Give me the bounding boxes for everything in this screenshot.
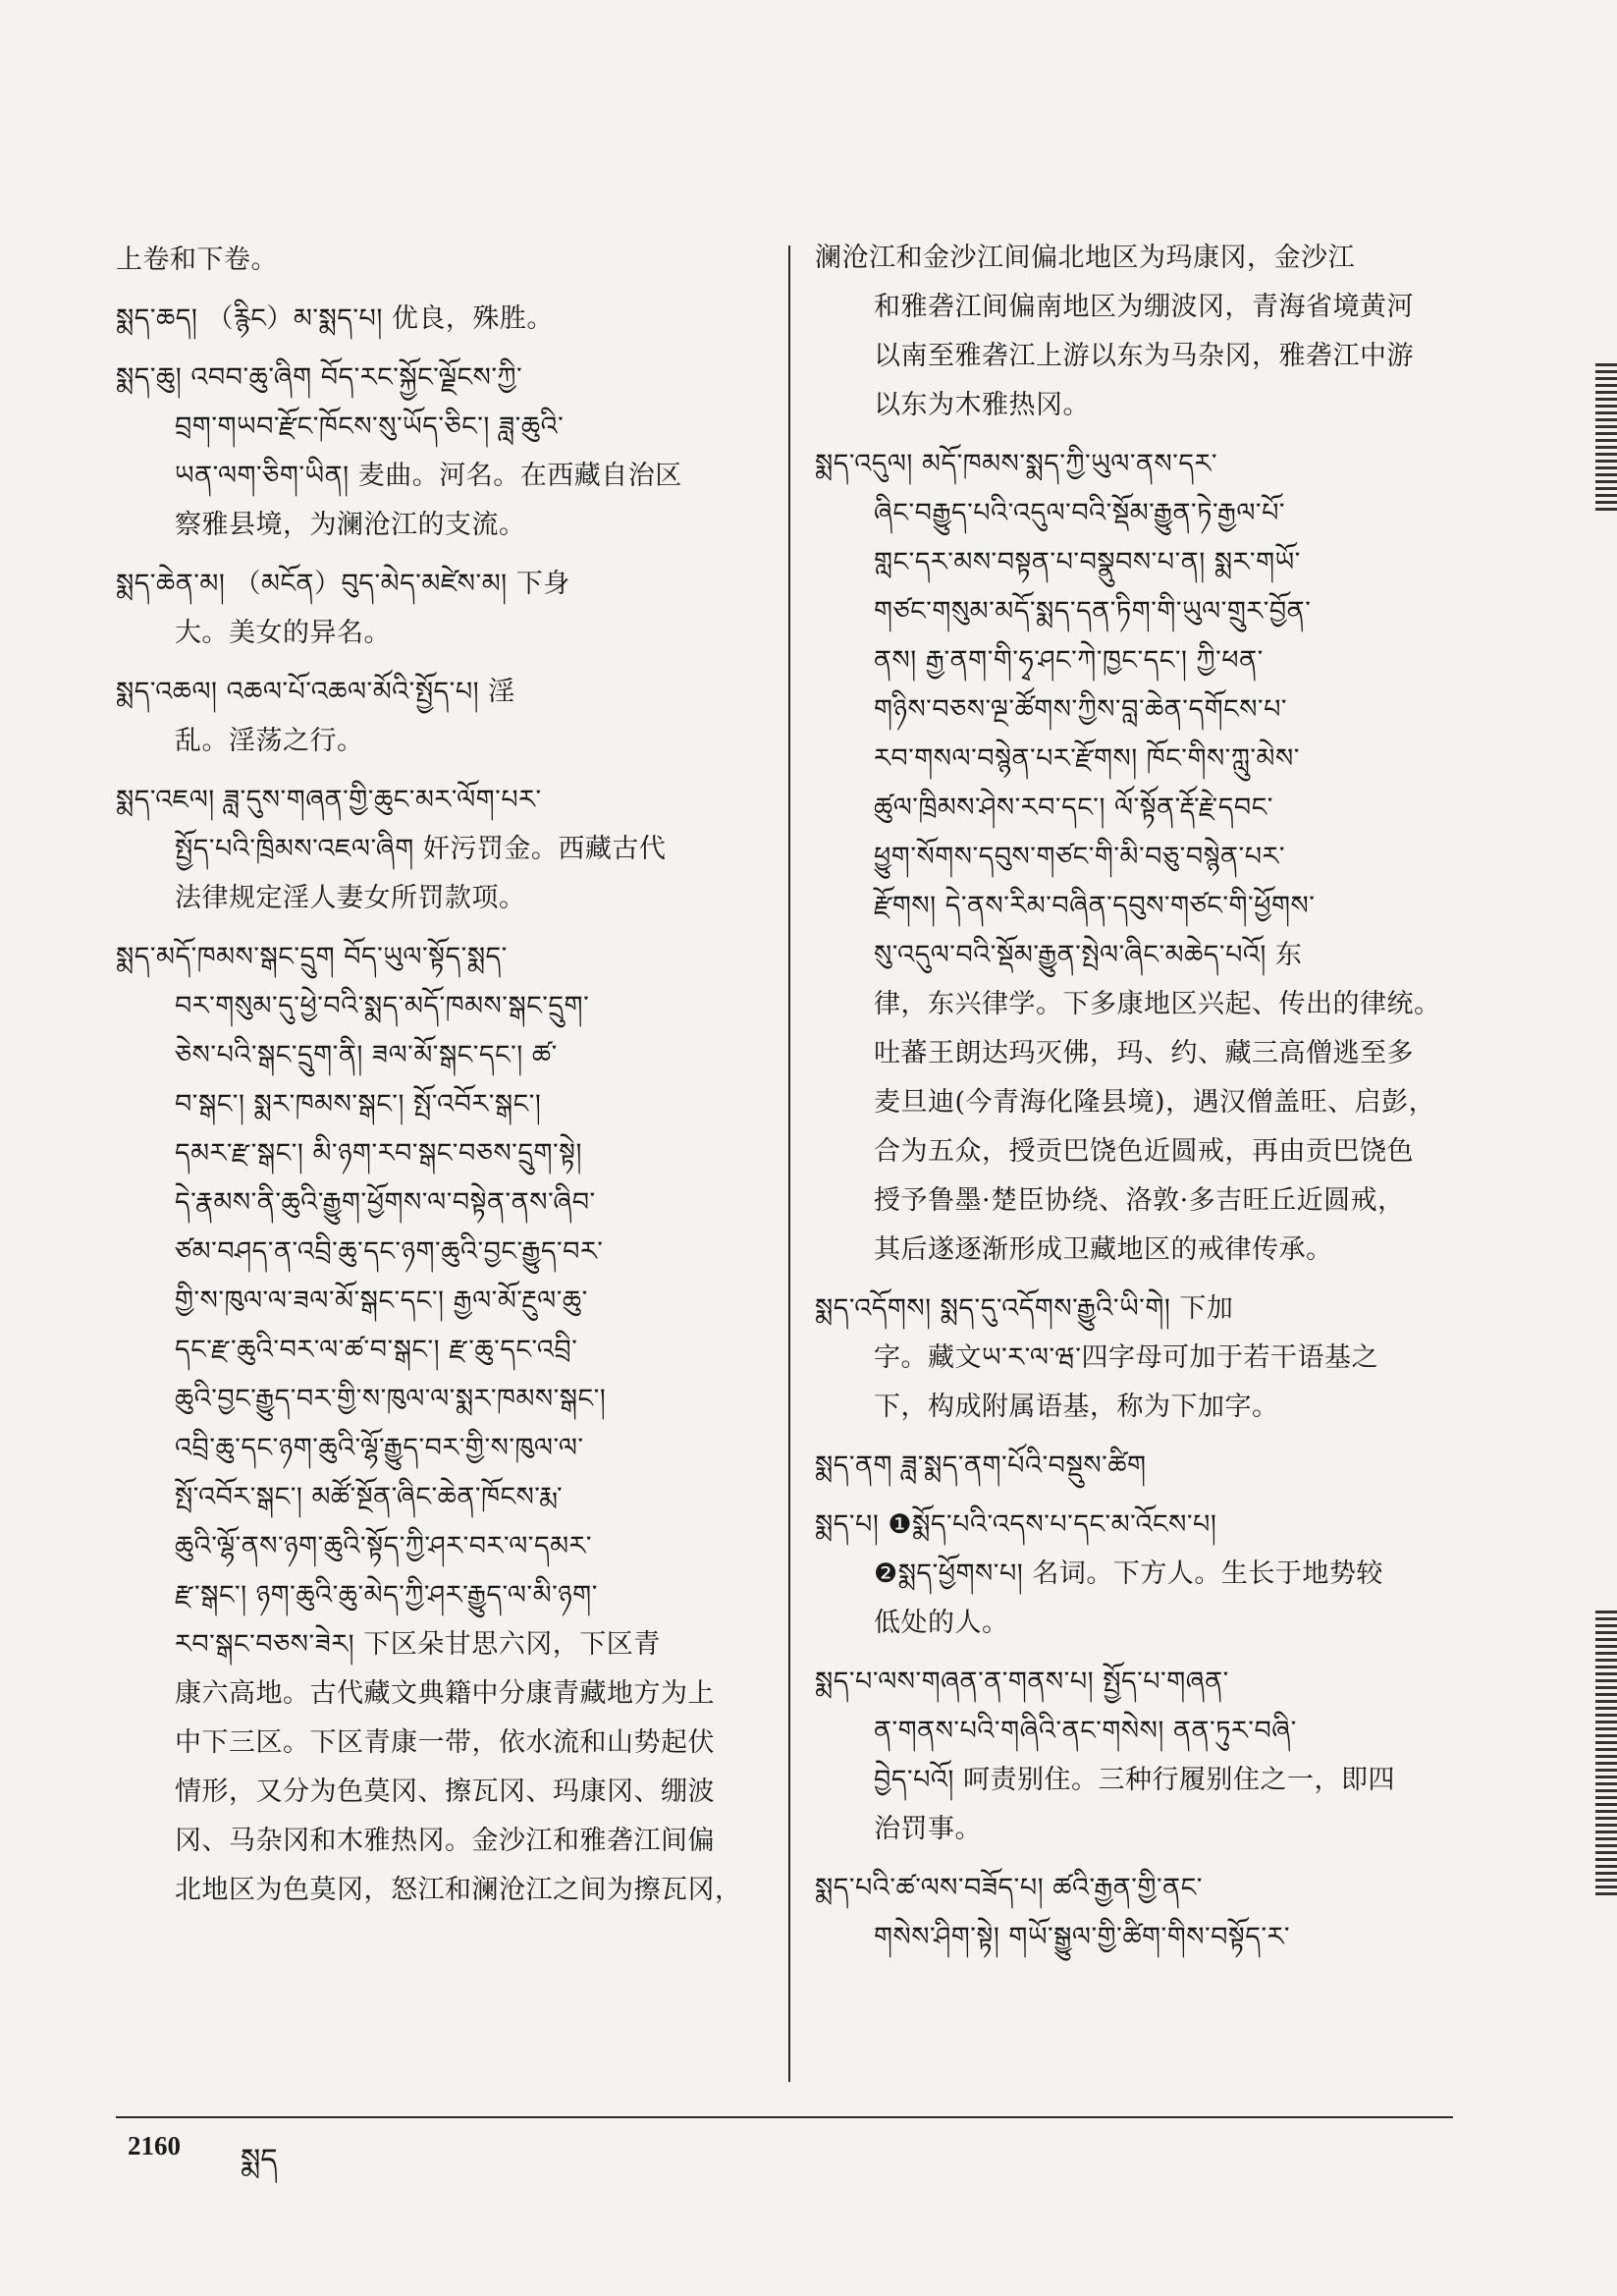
- entry-line: དེ་རྣམས་ནི་ཆུའི་རྒྱུག་ཕྱོགས་ལ་བསྟེན་ནས་ཞིབ་: [175, 1187, 596, 1218]
- entry-first-line: སྨད་ཆེན་མ། （མངོན）བུད་མེད་མཛེས་མ། 下身: [116, 569, 570, 599]
- entry-line: དམར་རྫ་སྒང་། མི་ཉག་རབ་སྒང་བཅས་དྲུག་སྟེ།: [175, 1138, 583, 1169]
- entry-line: འབྲི་ཆུ་དང་ཉག་ཆུའི་ལྷོ་རྒྱུད་བར་གྱི་ས་ཁུལ་ལ་: [175, 1433, 584, 1463]
- entry-line: གཉིས་བཅས་ལྔ་ཚོགས་ཀྱིས་བླ་ཆེན་དགོངས་པ་: [874, 694, 1288, 725]
- column-divider: [788, 246, 790, 2082]
- entry-line: ཙམ་བཤད་ན་འབྲི་ཆུ་དང་ཉག་ཆུའི་བྱང་རྒྱུད་བར་: [175, 1236, 604, 1267]
- entry-line: 授予鲁墨·楚臣协绕、洛敦·多吉旺丘近圆戒，: [874, 1185, 1405, 1216]
- page-number: 2160: [128, 2131, 181, 2160]
- entry-line: 法律规定淫人妻女所罚款项。: [175, 883, 526, 913]
- entry-line: 情形，又分为色莫冈、擦瓦冈、玛康冈、绷波: [175, 1777, 715, 1807]
- entry-line: ན་གནས་པའི་གཞིའི་ནང་གསེས། ནན་ཏུར་བཞི་: [874, 1716, 1297, 1746]
- dictionary-entry: [815, 1285, 1463, 1432]
- dictionary-entry: [116, 236, 764, 285]
- dictionary-entry: [116, 933, 764, 1915]
- entry-line: 北地区为色莫冈，怒江和澜沧江之间为擦瓦冈，: [175, 1875, 742, 1905]
- entry-line: ཚུལ་ཁྲིམས་ཤེས་རབ་དང་། ལོ་སྟོན་རྡོ་རྗེ་དབང་: [874, 793, 1273, 823]
- entry-line: གླང་དར་མས་བསྟན་པ་བསྣུབས་པ་ན། སྨར་གཡོ་: [874, 547, 1301, 577]
- entry-first-line: སྨད་པའི་ཚ་ལས་བཟོད་པ། ཚའི་རྒྱན་གྱི་ནང་: [815, 1873, 1203, 1903]
- entry-first-line: 上卷和下卷。: [116, 245, 278, 275]
- entry-line: 康六高地。古代藏文典籍中分康青藏地方为上: [175, 1678, 715, 1709]
- entry-line: 低处的人。: [874, 1608, 1009, 1638]
- dictionary-entry: [116, 668, 764, 766]
- right-column: [815, 234, 1463, 1972]
- entry-line: 吐蕃王朗达玛灭佛，玛、约、藏三高僧逃至多: [874, 1038, 1414, 1068]
- entry-line: 和雅砻江间偏南地区为绷波冈，青海省境黄河: [874, 292, 1414, 322]
- entry-first-line: སྨད་འཆལ། འཆལ་པོ་འཆལ་མོའི་སྤྱོད་པ། 淫: [116, 677, 515, 707]
- dictionary-entry: [815, 440, 1463, 1275]
- dictionary-entry: [116, 776, 764, 923]
- left-column: [116, 236, 764, 1925]
- entry-line: རྫ་སྒང་། ཉག་ཆུའི་ཆུ་མེད་ཀྱི་ཤར་རྒྱུད་ལ་མི་ཉག་: [175, 1580, 598, 1611]
- entry-line: བར་གསུམ་དུ་ཕྱེ་བའི་སྨད་མདོ་ཁམས་སྒང་དྲུག་: [175, 991, 590, 1021]
- entry-line: བ་སྒང་། སྨར་ཁམས་སྒང་། སྤོ་འབོར་སྒང་།: [175, 1089, 542, 1120]
- entry-line: དང་རྫ་ཆུའི་བར་ལ་ཚ་བ་སྒང་། རྫ་ཆུ་དང་འབྲི་: [175, 1335, 578, 1365]
- dictionary-entry: [815, 1442, 1463, 1491]
- dictionary-entry: [116, 560, 764, 658]
- entry-line: སུ་འདུལ་བའི་སྡོམ་རྒྱུན་སྤེལ་ཞིང་མཆེད་པའོ། 东: [874, 940, 1303, 970]
- entry-first-line: སྨད་པ་ལས་གཞན་ན་གནས་པ། སྤྱོད་པ་གཞན་: [815, 1667, 1229, 1697]
- entry-line: 中下三区。下区青康一带，依水流和山势起伏: [175, 1727, 715, 1758]
- entry-line: 字。藏文ཡ་ར་ལ་ཝ་四字母可加于若干语基之: [874, 1342, 1378, 1373]
- dictionary-entry: [815, 1864, 1463, 1962]
- entry-first-line: སྨད་མདོ་ཁམས་སྒང་དྲུག བོད་ཡུལ་སྟོད་སྨད་: [116, 942, 508, 972]
- entry-line: 其后遂逐渐形成卫藏地区的戒律传承。: [874, 1234, 1333, 1265]
- entry-line: 乱。淫荡之行。: [175, 726, 364, 756]
- entry-line: 律，东兴律学。下多康地区兴起、传出的律统。: [874, 989, 1441, 1019]
- entry-line: 冈、马杂冈和木雅热冈。金沙江和雅砻江间偏: [175, 1826, 715, 1856]
- entry-line: ❷སྨད་ཕྱོགས་པ། 名词。下方人。生长于地势较: [874, 1558, 1383, 1589]
- entry-line: སྤྱོད་པའི་ཁྲིམས་འཇལ་ཞིག 奸污罚金。西藏古代: [175, 834, 667, 864]
- entry-line: 下，构成附属语基，称为下加字。: [874, 1392, 1279, 1422]
- dictionary-entry: [815, 1658, 1463, 1854]
- entry-line: ཅེས་པའི་སྒང་དྲུག་ནི། ཟལ་མོ་སྒང་དང་། ཚ་: [175, 1040, 558, 1070]
- entry-line: ཡན་ལག་ཅིག་ཡིན། 麦曲。河名。在西藏自治区: [175, 461, 682, 491]
- edge-tab-marker: [1595, 363, 1617, 511]
- entry-line: 以东为木雅热冈。: [874, 390, 1090, 420]
- entry-line: ཞིང་བརྒྱུད་པའི་འདུལ་བའི་སྡོམ་རྒྱུན་ཏེ་རྒྱལ་པོ་: [874, 498, 1286, 528]
- dictionary-entry: [815, 1501, 1463, 1648]
- dictionary-entry: [116, 354, 764, 550]
- entry-line: 察雅县境，为澜沧江的支流。: [175, 510, 526, 540]
- entry-first-line: སྨད་ཆུ། འབབ་ཆུ་ཞིག བོད་རང་སྐྱོང་ལྗོངས་ཀྱི་: [116, 362, 523, 393]
- footer-rule: [116, 2116, 1453, 2118]
- entry-line: གསེས་ཤིག་སྟེ། གཡོ་སྒྱུལ་གྱི་ཚིག་གིས་བསྟོད་ར་: [874, 1922, 1291, 1952]
- entry-line: བྲག་གཡབ་རྫོང་ཁོངས་སུ་ཡོད་ཅིང་། ཟླ་ཆུའི་: [175, 411, 565, 442]
- entry-line: རབ་གསལ་བསྙེན་པར་རྫོགས། ཁོང་གིས་ཀླུ་མེས་: [874, 743, 1300, 774]
- entry-line: 大。美女的异名。: [175, 618, 391, 648]
- running-head: སྨད: [241, 2143, 278, 2177]
- dictionary-entry: [116, 295, 764, 344]
- entry-line: གཙང་གསུམ་མདོ་སྨད་དན་ཏིག་གི་ཡུལ་གྲུར་བྱོན་: [874, 596, 1312, 627]
- entry-first-line: སྨད་འདུལ། མདོ་ཁམས་སྨད་ཀྱི་ཡུལ་ནས་དར་: [815, 449, 1218, 479]
- entry-line: བྱེད་པའོ། 呵责别住。三种行履别住之一，即四: [874, 1765, 1396, 1795]
- entry-first-line: 澜沧江和金沙江间偏北地区为玛康冈，金沙江: [815, 243, 1355, 273]
- dictionary-entry: [815, 234, 1463, 430]
- entry-line: 以南至雅砻江上游以东为马杂冈，雅砻江中游: [874, 341, 1414, 371]
- entry-line: 合为五众，授贡巴饶色近圆戒，再由贡巴饶色: [874, 1136, 1414, 1167]
- entry-line: 麦旦迪(今青海化隆县境)，遇汉僧盖旺、启彭，: [874, 1087, 1436, 1118]
- entry-line: རྫོགས། དེ་ནས་རིམ་བཞིན་དབུས་གཙང་གི་ཕྱོགས་: [874, 891, 1316, 921]
- entry-first-line: སྨད་ནག ཟླ་སྨད་ནག་པོའི་བསྡུས་ཚིག: [815, 1450, 1147, 1481]
- entry-first-line: སྨད་པ། ❶སྨོད་པའི་འདས་པ་དང་མ་འོངས་པ།: [815, 1509, 1217, 1540]
- entry-line: ཆུའི་ལྷོ་ནས་ཉག་ཆུའི་སྟོད་ཀྱི་ཤར་བར་ལ་དམར་: [175, 1531, 593, 1561]
- entry-line: རབ་སྒང་བཅས་ཟེར། 下区朵甘思六冈，下区青: [175, 1629, 661, 1660]
- entry-line: ཕྱུག་སོགས་དབུས་གཙང་གི་མི་བཅུ་བསྙེན་པར་: [874, 842, 1285, 872]
- entry-line: སྤོ་འབོར་སྒང་། མཚོ་སྔོན་ཞིང་ཆེན་ཁོངས་རྨ་: [175, 1482, 564, 1512]
- entry-line: 治罚事。: [874, 1814, 982, 1844]
- entry-line: གྱི་ས་ཁུལ་ལ་ཟལ་མོ་སྒང་དང་། རྒྱལ་མོ་རྔུལ་ཆུ་: [175, 1285, 588, 1316]
- edge-tab-marker: [1595, 1611, 1617, 1895]
- entry-line: ནས། རྒྱ་ནག་གི་ཧྭ་ཤང་ཀེ་ཁྱང་དང་། ཀྱི་ཕན་: [874, 645, 1264, 676]
- entry-first-line: སྨད་འཇལ། ཟླ་དུས་གཞན་གྱི་ཆུང་མར་ལོག་པར་: [116, 785, 542, 815]
- entry-first-line: སྨད་འདོགས། སྨད་དུ་འདོགས་རྒྱུའི་ཡི་གེ། 下加: [815, 1293, 1234, 1324]
- entry-first-line: སྨད་ཆད། （རྙིང）མ་སྨད་པ། 优良，殊胜。: [116, 303, 554, 334]
- entry-line: ཆུའི་བྱང་རྒྱུད་བར་གྱི་ས་ཁུལ་ལ་སྨར་ཁམས་སྒང་།: [175, 1384, 607, 1414]
